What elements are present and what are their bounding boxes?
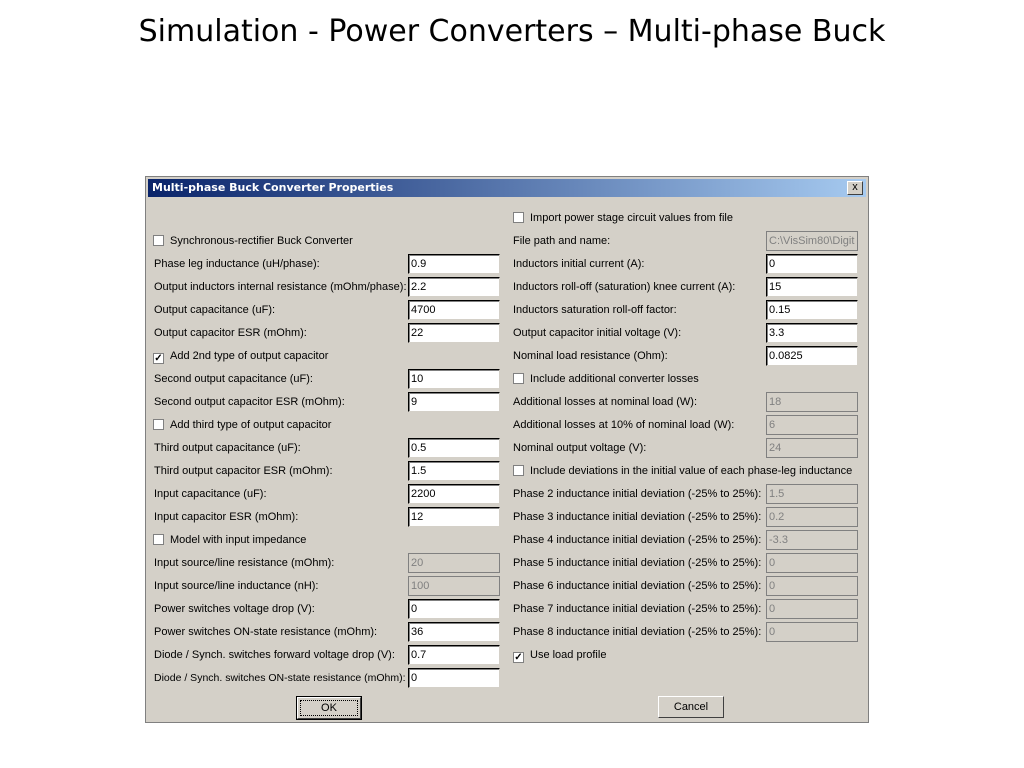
output-capacitance-input[interactable]: 4700 — [408, 300, 500, 320]
phase3-dev-label: Phase 3 inductance initial deviation (-25% to 25%): — [513, 511, 762, 523]
phase4-dev-input[interactable]: -3.3 — [766, 530, 858, 550]
input-capacitance-input[interactable]: 2200 — [408, 484, 500, 504]
inductor-initial-current-label: Inductors initial current (A): — [513, 258, 645, 270]
switch-voltage-drop-input[interactable]: 0 — [408, 599, 500, 619]
checkbox-box — [513, 212, 524, 223]
input-cap-esr-input[interactable]: 12 — [408, 507, 500, 527]
switch-voltage-drop-label: Power switches voltage drop (V): — [154, 603, 315, 615]
losses-10pct-label: Additional losses at 10% of nominal load (W): — [513, 419, 735, 431]
phase8-dev-label: Phase 8 inductance initial deviation (-25% to 25%): — [513, 626, 762, 638]
checkmark-icon: ✓ — [154, 353, 163, 364]
phase2-dev-label: Phase 2 inductance initial deviation (-25% to 25%): — [513, 488, 762, 500]
use-load-profile-label: Use load profile — [530, 649, 607, 661]
file-path-input[interactable]: C:\VisSim80\Digit — [766, 231, 858, 251]
losses-nominal-input[interactable]: 18 — [766, 392, 858, 412]
sync-rectifier-checkbox[interactable] — [153, 231, 353, 251]
phase6-dev-label: Phase 6 inductance initial deviation (-25% to 25%): — [513, 580, 762, 592]
inductor-knee-current-label: Inductors roll-off (saturation) knee current (A): — [513, 281, 736, 293]
output-cap-initial-voltage-input[interactable]: 3.3 — [766, 323, 858, 343]
input-cap-esr-label: Input capacitor ESR (mOhm): — [154, 511, 299, 523]
phase3-dev-input[interactable]: 0.2 — [766, 507, 858, 527]
add-third-cap-label: Add third type of output capacitor — [170, 419, 332, 431]
close-icon: x — [852, 181, 858, 193]
switch-on-resistance-input[interactable]: 36 — [408, 622, 500, 642]
output-cap-initial-voltage-label: Output capacitor initial voltage (V): — [513, 327, 682, 339]
phase5-dev-label: Phase 5 inductance initial deviation (-25% to 25%): — [513, 557, 762, 569]
checkbox-box — [153, 235, 164, 246]
checkbox-box — [513, 465, 524, 476]
nominal-load-resistance-input[interactable]: 0.0825 — [766, 346, 858, 366]
slide-title: Simulation - Power Converters – Multi-phase Buck — [138, 14, 886, 49]
phase-leg-inductance-input[interactable]: 0.9 — [408, 254, 500, 274]
nominal-load-resistance-label: Nominal load resistance (Ohm): — [513, 350, 668, 362]
add-third-cap-checkbox[interactable] — [153, 415, 331, 435]
output-inductor-resistance-label: Output inductors internal resistance (mOhm/phase): — [154, 281, 407, 293]
include-deviations-label: Include deviations in the initial value of each phase-leg inductance — [530, 465, 853, 477]
losses-nominal-label: Additional losses at nominal load (W): — [513, 396, 698, 408]
second-capacitance-label: Second output capacitance (uF): — [154, 373, 313, 385]
checkbox-box — [153, 534, 164, 545]
sync-rectifier-label: Synchronous-rectifier Buck Converter — [170, 235, 353, 247]
phase5-dev-input[interactable]: 0 — [766, 553, 858, 573]
model-input-impedance-checkbox[interactable] — [153, 530, 306, 550]
phase2-dev-input[interactable]: 1.5 — [766, 484, 858, 504]
switch-on-resistance-label: Power switches ON-state resistance (mOhm): — [154, 626, 378, 638]
output-cap-esr-label: Output capacitor ESR (mOhm): — [154, 327, 307, 339]
checkbox-box — [513, 373, 524, 384]
diode-on-resistance-label: Diode / Synch. switches ON-state resistance (mOhm): — [154, 672, 406, 684]
phase8-dev-input[interactable]: 0 — [766, 622, 858, 642]
diode-forward-drop-label: Diode / Synch. switches forward voltage drop (V): — [154, 649, 395, 661]
import-values-label: Import power stage circuit values from file — [530, 212, 733, 224]
close-button[interactable] — [847, 181, 863, 195]
phase4-dev-label: Phase 4 inductance initial deviation (-25% to 25%): — [513, 534, 762, 546]
add-second-cap-label: Add 2nd type of output capacitor — [170, 350, 329, 362]
output-capacitance-label: Output capacitance (uF): — [154, 304, 276, 316]
nominal-output-voltage-input[interactable]: 24 — [766, 438, 858, 458]
dialog-title: Multi-phase Buck Converter Properties — [152, 181, 394, 194]
diode-forward-drop-input[interactable]: 0.7 — [408, 645, 500, 665]
ok-button-label: OK — [300, 700, 358, 716]
output-inductor-resistance-input[interactable]: 2.2 — [408, 277, 500, 297]
third-capacitance-input[interactable]: 0.5 — [408, 438, 500, 458]
input-capacitance-label: Input capacitance (uF): — [154, 488, 267, 500]
dialog-titlebar — [148, 179, 866, 197]
phase6-dev-input[interactable]: 0 — [766, 576, 858, 596]
use-load-profile-checkbox[interactable] — [513, 645, 606, 665]
third-capacitance-label: Third output capacitance (uF): — [154, 442, 301, 454]
checkmark-icon: ✓ — [514, 652, 523, 663]
input-line-inductance-label: Input source/line inductance (nH): — [154, 580, 319, 592]
input-line-resistance-input[interactable]: 20 — [408, 553, 500, 573]
include-deviations-checkbox[interactable] — [513, 461, 852, 481]
inductor-rolloff-factor-input[interactable]: 0.15 — [766, 300, 858, 320]
model-input-impedance-label: Model with input impedance — [170, 534, 307, 546]
checkbox-box — [153, 419, 164, 430]
phase7-dev-input[interactable]: 0 — [766, 599, 858, 619]
inductor-knee-current-input[interactable]: 15 — [766, 277, 858, 297]
third-cap-esr-label: Third output capacitor ESR (mOhm): — [154, 465, 333, 477]
inductor-initial-current-input[interactable]: 0 — [766, 254, 858, 274]
properties-dialog — [145, 176, 869, 723]
include-losses-label: Include additional converter losses — [530, 373, 699, 385]
diode-on-resistance-input[interactable]: 0 — [408, 668, 500, 688]
file-path-label: File path and name: — [513, 235, 611, 247]
import-values-checkbox[interactable] — [513, 208, 733, 228]
add-second-cap-checkbox[interactable] — [153, 346, 328, 366]
inductor-rolloff-factor-label: Inductors saturation roll-off factor: — [513, 304, 677, 316]
phase7-dev-label: Phase 7 inductance initial deviation (-25% to 25%): — [513, 603, 762, 615]
input-line-resistance-label: Input source/line resistance (mOhm): — [154, 557, 335, 569]
losses-10pct-input[interactable]: 6 — [766, 415, 858, 435]
second-cap-esr-label: Second output capacitor ESR (mOhm): — [154, 396, 345, 408]
third-cap-esr-input[interactable]: 1.5 — [408, 461, 500, 481]
include-losses-checkbox[interactable] — [513, 369, 699, 389]
cancel-button[interactable]: Cancel — [658, 696, 724, 718]
phase-leg-inductance-label: Phase leg inductance (uH/phase): — [154, 258, 320, 270]
ok-button[interactable] — [297, 697, 361, 719]
nominal-output-voltage-label: Nominal output voltage (V): — [513, 442, 647, 454]
second-capacitance-input[interactable]: 10 — [408, 369, 500, 389]
second-cap-esr-input[interactable]: 9 — [408, 392, 500, 412]
output-cap-esr-input[interactable]: 22 — [408, 323, 500, 343]
input-line-inductance-input[interactable]: 100 — [408, 576, 500, 596]
